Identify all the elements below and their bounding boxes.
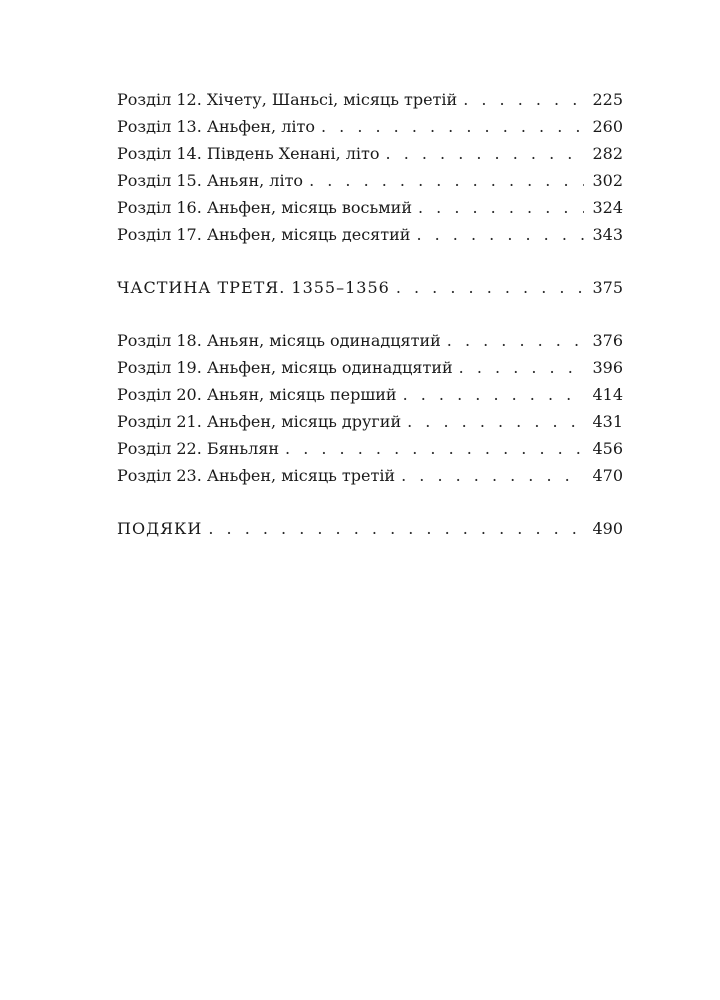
toc-entry <box>117 113 623 140</box>
toc-entry <box>117 354 623 381</box>
toc-entry-title: Розділ 17. Аньфен, місяць десятий <box>117 225 411 244</box>
dot-leader <box>463 86 584 113</box>
toc-group-chapters-12-17 <box>117 86 623 248</box>
toc-entry <box>117 327 623 354</box>
toc-group-acknowledgements <box>117 515 623 542</box>
dot-leader <box>386 140 585 167</box>
toc-entry <box>117 408 623 435</box>
toc-entry-title: Розділ 19. Аньфен, місяць одинадцятий <box>117 358 453 377</box>
toc-entry-page: 431 <box>592 412 623 431</box>
toc-entry-title: Розділ 15. Аньян, літо <box>117 171 304 190</box>
toc-entry <box>117 381 623 408</box>
toc-acknowledgements <box>117 515 623 542</box>
dot-leader <box>208 515 584 542</box>
toc-entry-title: Розділ 14. Південь Хенані, літо <box>117 144 380 163</box>
dot-leader <box>407 408 584 435</box>
toc-entry <box>117 221 623 248</box>
toc-entry-title: Розділ 13. Аньфен, літо <box>117 117 315 136</box>
toc-entry-title: Розділ 23. Аньфен, місяць третій <box>117 466 396 485</box>
toc-entry <box>117 435 623 462</box>
toc-entry-title: Розділ 18. Аньян, місяць одинадцятий <box>117 331 441 350</box>
toc-entry-page: 375 <box>592 278 623 297</box>
toc-entry-page: 490 <box>592 519 623 538</box>
toc-entry-page: 396 <box>592 358 623 377</box>
table-of-contents <box>117 86 623 542</box>
toc-entry-page: 282 <box>592 144 623 163</box>
toc-entry-page: 456 <box>592 439 623 458</box>
toc-entry-page: 324 <box>592 198 623 217</box>
toc-entry-title: Розділ 12. Хічету, Шаньсі, місяць третій <box>117 90 458 109</box>
toc-entry-page: 414 <box>592 385 623 404</box>
toc-entry-title: ЧАСТИНА ТРЕТЯ. 1355–1356 <box>117 278 390 297</box>
toc-group-chapters-18-23 <box>117 327 623 489</box>
toc-entry <box>117 140 623 167</box>
toc-entry-title: Розділ 16. Аньфен, місяць восьмий <box>117 198 412 217</box>
toc-entry-title: Розділ 22. Бяньлян <box>117 439 280 458</box>
dot-leader <box>321 113 584 140</box>
toc-entry <box>117 167 623 194</box>
dot-leader <box>309 167 584 194</box>
toc-entry <box>117 86 623 113</box>
toc-entry-title: Розділ 20. Аньян, місяць перший <box>117 385 397 404</box>
toc-entry <box>117 462 623 489</box>
toc-entry <box>117 194 623 221</box>
toc-group-part-three <box>117 274 623 301</box>
dot-leader <box>447 327 585 354</box>
toc-entry-title: Розділ 21. Аньфен, місяць другий <box>117 412 402 431</box>
dot-leader <box>416 221 584 248</box>
toc-entry-page: 343 <box>592 225 623 244</box>
dot-leader <box>403 381 585 408</box>
toc-entry-page: 376 <box>592 331 623 350</box>
toc-entry-page: 302 <box>592 171 623 190</box>
toc-entry-page: 260 <box>592 117 623 136</box>
dot-leader <box>285 435 584 462</box>
dot-leader <box>401 462 584 489</box>
dot-leader <box>459 354 585 381</box>
dot-leader <box>396 274 585 301</box>
toc-entry-page: 470 <box>592 466 623 485</box>
dot-leader <box>418 194 584 221</box>
toc-part-heading <box>117 274 623 301</box>
toc-entry-title: ПОДЯКИ <box>117 519 203 538</box>
toc-entry-page: 225 <box>592 90 623 109</box>
